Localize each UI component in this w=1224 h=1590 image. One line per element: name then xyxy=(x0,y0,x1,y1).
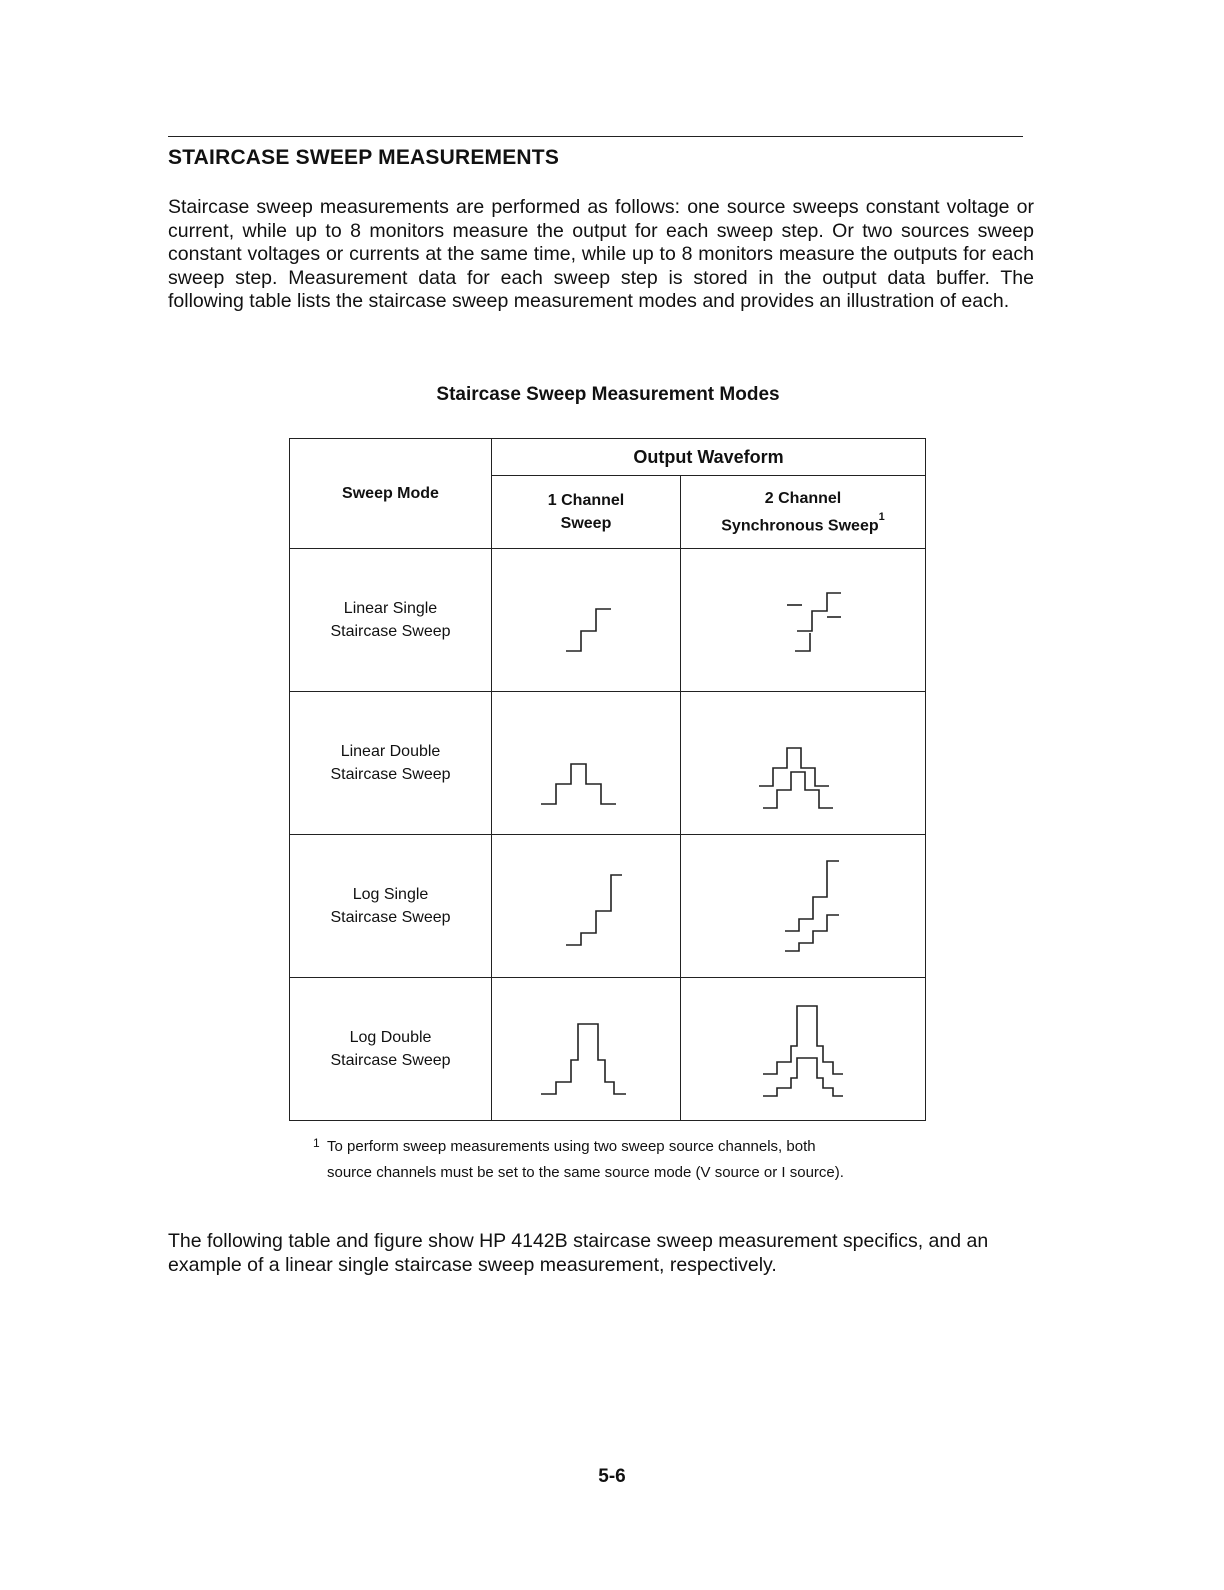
mode-label xyxy=(290,978,492,1121)
linear-single-1ch-waveform-icon xyxy=(526,565,646,675)
log-single-1ch-waveform-icon xyxy=(526,851,646,961)
sweep-modes-table xyxy=(289,438,926,1121)
closing-paragraph: The following table and figure show HP 4142B staircase sweep measurement specifics, and an example of a linear single staircase sweep measurement, respectively. xyxy=(168,1230,989,1276)
log-single-2ch-waveform-icon xyxy=(733,851,873,961)
linear-double-2ch-waveform-icon xyxy=(733,708,873,818)
mode-label-line2: Staircase Sweep xyxy=(330,1052,451,1069)
page-number: 5-6 xyxy=(598,1466,626,1487)
footnote-mark: 1 xyxy=(878,510,885,523)
waveform-2ch-cell xyxy=(681,549,926,692)
mode-label-line1: Log Single xyxy=(352,886,429,903)
log-double-2ch-waveform-icon xyxy=(733,994,873,1104)
intro-paragraph: Staircase sweep measurements are performed as follows: one source sweeps constant voltage or current, while up to 8 monitors measure the output for each sweep step. Or two sources sweep constant voltages or currents at the same time, while up to 8 monitors measure the outputs for each sweep step. Measurement data for each sweep step is stored in the output data buffer. The following table lists the staircase sweep measurement modes and provides an illustration of each. xyxy=(168,196,1034,312)
header-output-waveform: Output Waveform xyxy=(492,439,926,476)
section-rule xyxy=(168,136,1023,137)
table-title: Staircase Sweep Measurement Modes xyxy=(436,384,780,405)
footnote-number: 1 xyxy=(313,1136,320,1150)
section-title: STAIRCASE SWEEP MEASUREMENTS xyxy=(168,146,560,169)
waveform-1ch-cell xyxy=(492,549,681,692)
linear-double-1ch-waveform-icon xyxy=(526,708,646,818)
header-1-channel-line1: 1 Channel xyxy=(547,492,625,509)
log-double-1ch-waveform-icon xyxy=(526,994,646,1104)
linear-single-2ch-waveform-icon xyxy=(733,565,873,675)
waveform-2ch-cell xyxy=(681,835,926,978)
mode-label xyxy=(290,835,492,978)
table-row xyxy=(290,978,926,1121)
mode-label xyxy=(290,692,492,835)
footnote-line1: To perform sweep measurements using two sweep source channels, both xyxy=(327,1138,816,1155)
waveform-1ch-cell xyxy=(492,692,681,835)
table-row xyxy=(290,549,926,692)
table-footnote xyxy=(313,1134,933,1186)
waveform-2ch-cell xyxy=(681,692,926,835)
header-2-channel-line2: Synchronous Sweep xyxy=(721,517,879,535)
mode-label-line2: Staircase Sweep xyxy=(330,623,451,640)
header-2-channel xyxy=(681,476,926,549)
mode-label-line1: Log Double xyxy=(349,1029,432,1046)
header-1-channel-line2: Sweep xyxy=(560,515,612,532)
waveform-1ch-cell xyxy=(492,978,681,1121)
table-row xyxy=(290,692,926,835)
waveform-1ch-cell xyxy=(492,835,681,978)
header-1-channel xyxy=(492,476,681,549)
footnote-line2: source channels must be set to the same source mode (V source or I source). xyxy=(327,1164,844,1181)
mode-label-line2: Staircase Sweep xyxy=(330,766,451,783)
waveform-2ch-cell xyxy=(681,978,926,1121)
mode-label-line1: Linear Double xyxy=(340,743,441,760)
header-2-channel-line1: 2 Channel xyxy=(764,489,842,507)
mode-label-line2: Staircase Sweep xyxy=(330,909,451,926)
mode-label-line1: Linear Single xyxy=(343,600,438,617)
table-row xyxy=(290,835,926,978)
header-sweep-mode: Sweep Mode xyxy=(290,439,492,549)
mode-label xyxy=(290,549,492,692)
